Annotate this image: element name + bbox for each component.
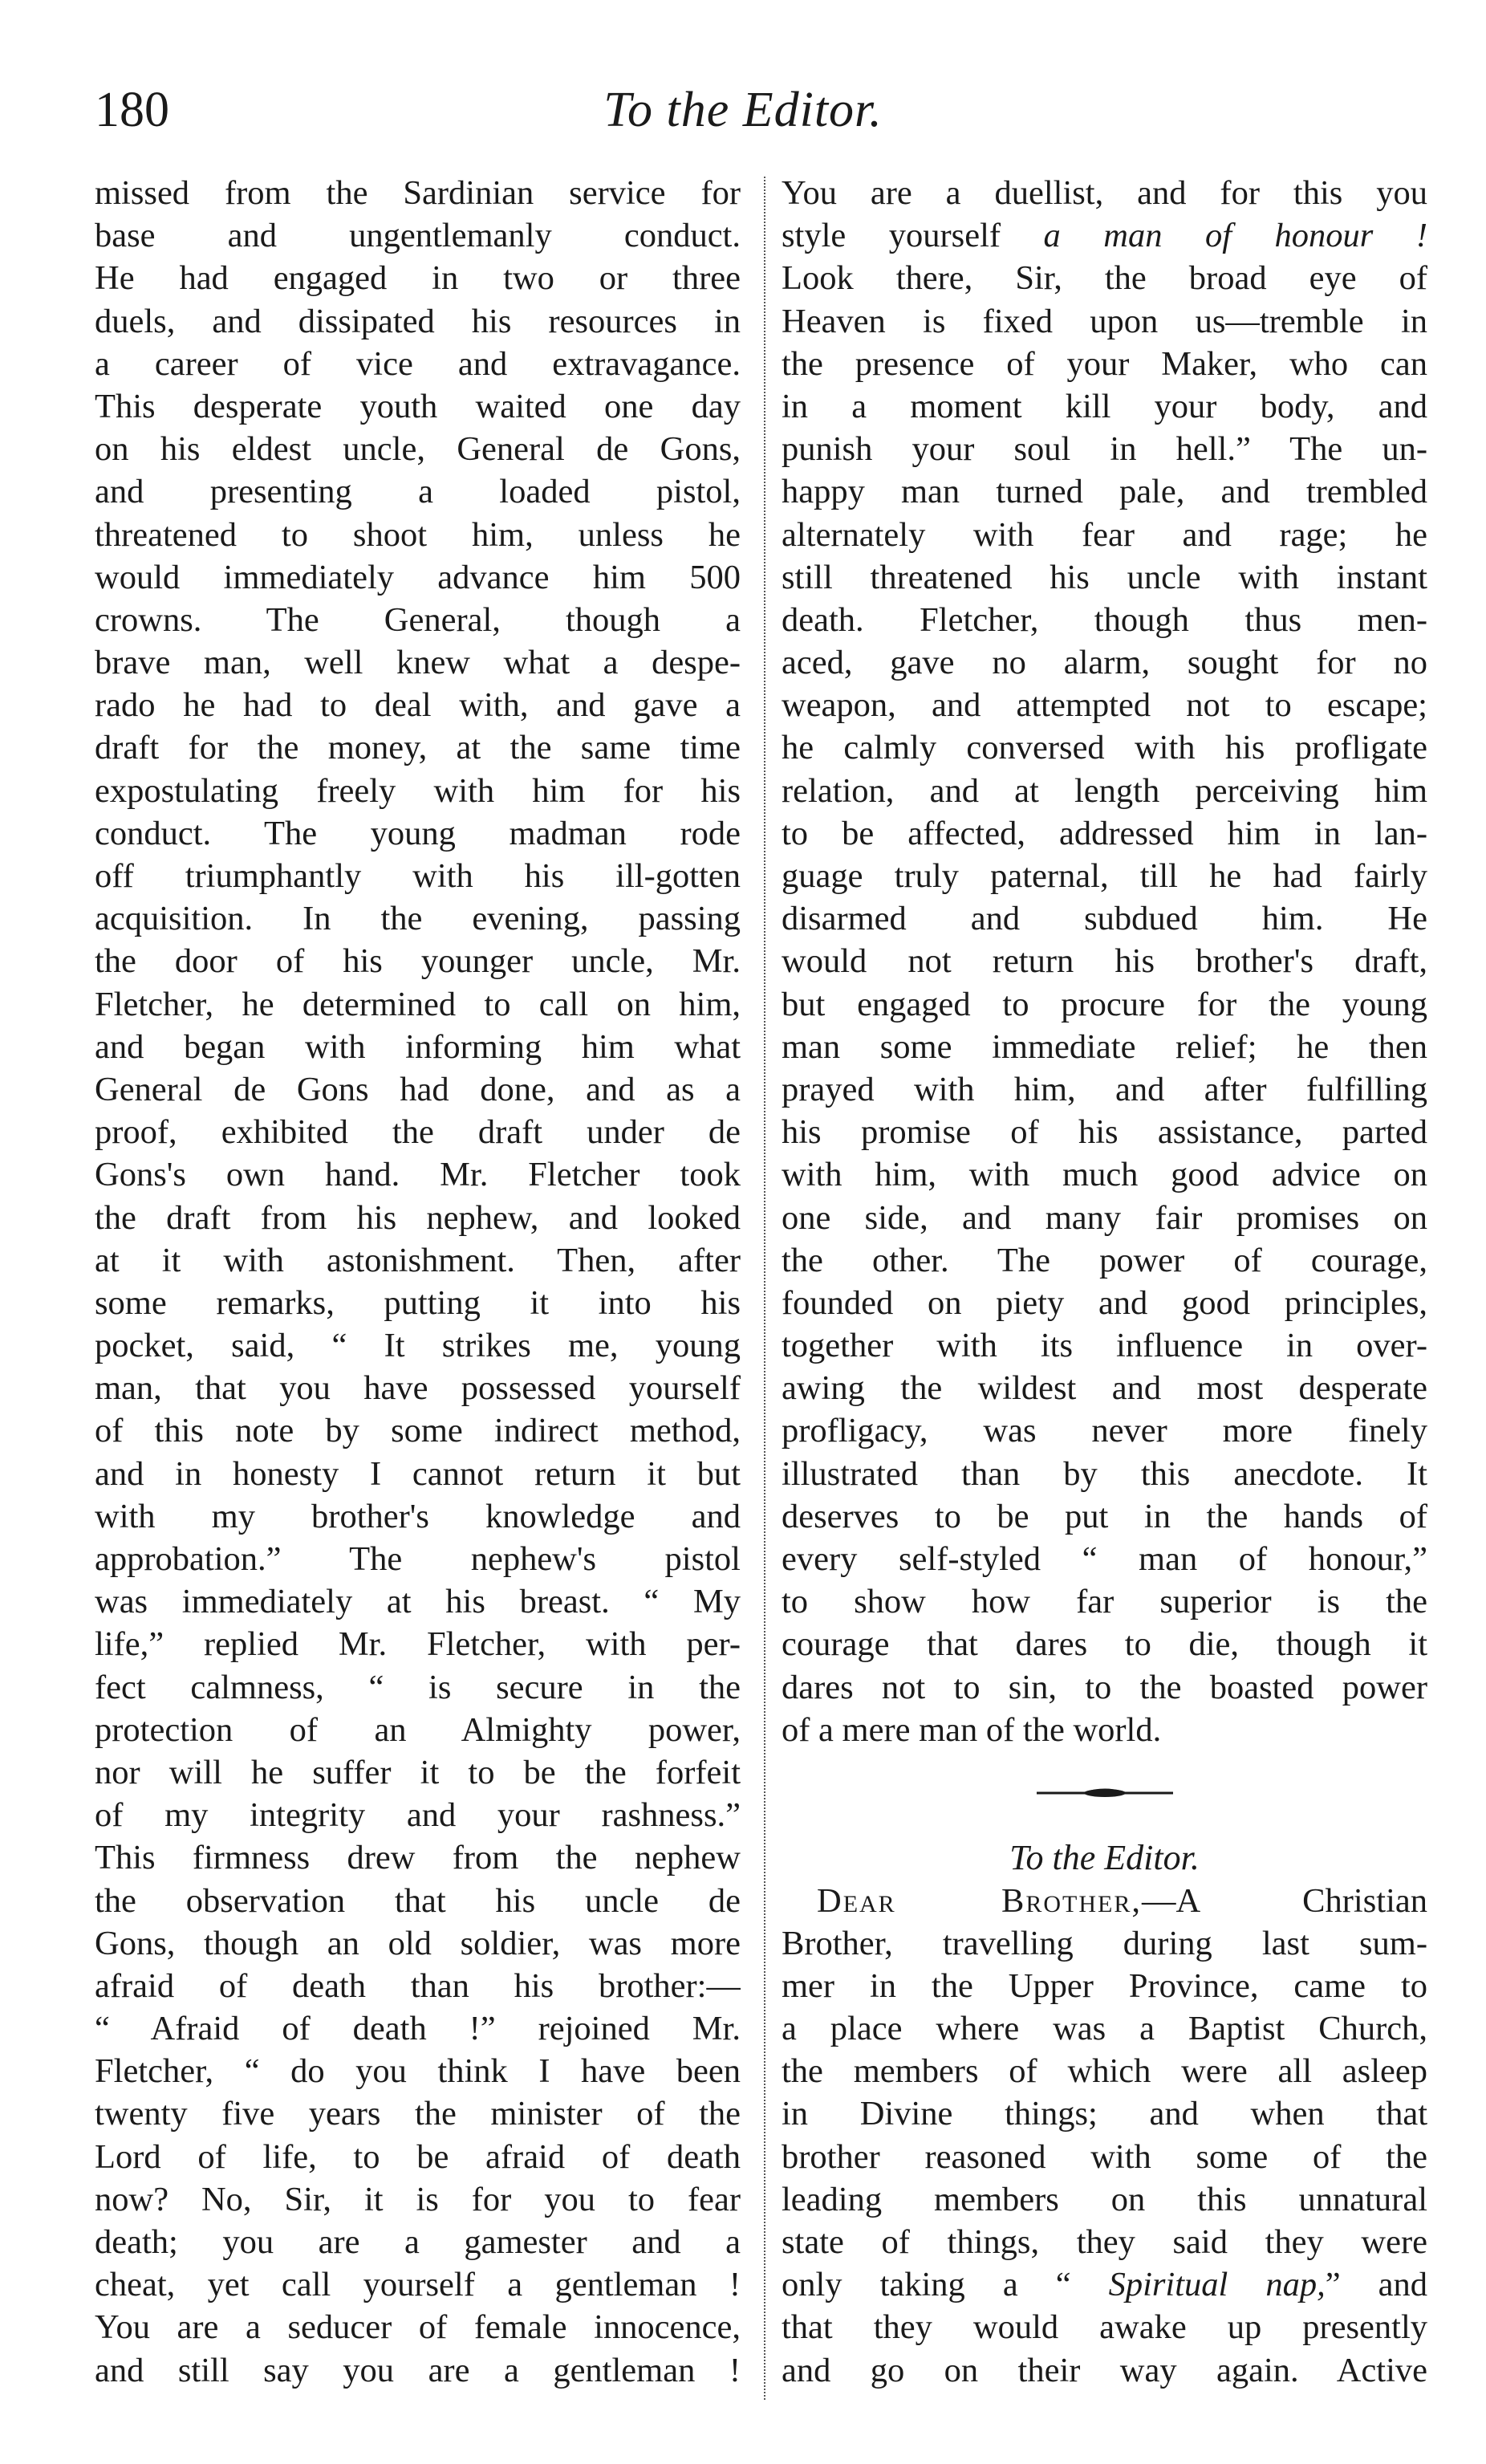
- column-divider: [764, 177, 765, 2400]
- text-line: of this note by some indirect method,: [95, 1412, 741, 1450]
- salutation: Dear Brother,: [817, 1881, 1142, 1920]
- section-title: To the Editor.: [1009, 1838, 1200, 1878]
- text-line: cheat, yet call yourself a gentleman !: [95, 2266, 741, 2304]
- text-line: crowns. The General, though a: [95, 600, 741, 639]
- text-line: prayed with him, and after fulfilling: [782, 1070, 1427, 1108]
- text-line: fect calmness, “ is secure in the: [95, 1668, 741, 1706]
- text-line: alternately with fear and rage; he: [782, 515, 1427, 554]
- text-line: brave man, well knew what a despe-: [95, 644, 741, 682]
- text-line: together with its influence in over-: [782, 1327, 1427, 1365]
- text-line: and still say you are a gentleman !: [95, 2351, 741, 2389]
- text-line: to be affected, addressed him in lan-: [782, 814, 1427, 852]
- text-line: acquisition. In the evening, passing: [95, 900, 741, 938]
- text-line: General de Gons had done, and as a: [95, 1070, 741, 1108]
- text-line: with him, with much good advice on: [782, 1156, 1427, 1194]
- text-line: This firmness drew from the nephew: [95, 1839, 741, 1877]
- text-line: off triumphantly with his ill-gotten: [95, 857, 741, 895]
- text-line: Lord of life, to be afraid of death: [95, 2137, 741, 2176]
- text-line: the members of which were all asleep: [782, 2052, 1427, 2091]
- text-line: and in honesty I cannot return it but: [95, 1454, 741, 1493]
- text-line: brother reasoned with some of the: [782, 2137, 1427, 2176]
- text-line: This desperate youth waited one day: [95, 387, 741, 425]
- text-line: deserves to be put in the hands of: [782, 1497, 1427, 1535]
- text-line: afraid of death than his brother:—: [95, 1966, 741, 2005]
- text-line: expostulating freely with him for his: [95, 771, 741, 810]
- text-line: profligacy, was never more finely: [782, 1412, 1427, 1450]
- text-line: draft for the money, at the same time: [95, 729, 741, 767]
- text-line: he calmly conversed with his profligate: [782, 729, 1427, 767]
- text-line: the observation that his uncle de: [95, 1881, 741, 1920]
- text-line: in a moment kill your body, and: [782, 387, 1427, 425]
- text-line: Gons, though an old soldier, was more: [95, 1924, 741, 1962]
- text-line: man, that you have possessed yourself: [95, 1369, 741, 1408]
- left-column: [95, 172, 741, 2392]
- text-line: the draft from his nephew, and looked: [95, 1198, 741, 1237]
- text-run: style yourself: [782, 217, 1044, 255]
- text-line: Fletcher, he determined to call on him,: [95, 985, 741, 1023]
- text-line: his promise of his assistance, parted: [782, 1113, 1427, 1152]
- text-line: rado he had to deal with, and gave a: [95, 686, 741, 725]
- text-line: one side, and many fair promises on: [782, 1198, 1427, 1237]
- text-line: missed from the Sardinian service for: [95, 174, 741, 212]
- text-line: founded on piety and good principles,: [782, 1283, 1427, 1322]
- text-line: [782, 2263, 1427, 2306]
- text-line: [782, 1880, 1427, 1922]
- text-line: life,” replied Mr. Fletcher, with per-: [95, 1625, 741, 1664]
- text-line: every self-styled “ man of honour,”: [782, 1540, 1427, 1578]
- text-line: some remarks, putting it into his: [95, 1283, 741, 1322]
- text-line: pocket, said, “ It strikes me, young: [95, 1327, 741, 1365]
- text-line: Look there, Sir, the broad eye of: [782, 259, 1427, 298]
- text-line: threatened to shoot him, unless he: [95, 515, 741, 554]
- text-line: awing the wildest and most desperate: [782, 1369, 1427, 1408]
- text-run: only taking a “: [782, 2266, 1109, 2304]
- italic-phrase: Spiritual nap,: [1108, 2266, 1326, 2304]
- text-line: duels, and dissipated his resources in: [95, 302, 741, 340]
- text-line: Heaven is fixed upon us—tremble in: [782, 302, 1427, 340]
- text-line: punish your soul in hell.” The un-: [782, 430, 1427, 469]
- text-line: weapon, and attempted not to escape;: [782, 686, 1427, 725]
- text-line: would immediately advance him 500: [95, 558, 741, 596]
- text-line: still threatened his uncle with instant: [782, 558, 1427, 596]
- text-line: man some immediate relief; he then: [782, 1027, 1427, 1066]
- text-line: and presenting a loaded pistol,: [95, 473, 741, 511]
- text-line: on his eldest uncle, General de Gons,: [95, 430, 741, 469]
- letter-body-end: [782, 2306, 1427, 2391]
- text-line: conduct. The young madman rode: [95, 814, 741, 852]
- text-line: protection of an Almighty power,: [95, 1710, 741, 1749]
- text-line: leading members on this unnatural: [782, 2180, 1427, 2218]
- text-line: nor will he suffer it to be the forfeit: [95, 1753, 741, 1791]
- text-line: now? No, Sir, it is for you to fear: [95, 2180, 741, 2218]
- text-line: the presence of your Maker, who can: [782, 344, 1427, 383]
- text-line: base and ungentlemanly conduct.: [95, 217, 741, 255]
- text-line: You are a seducer of female innocence,: [95, 2308, 741, 2347]
- text-line: would not return his brother's draft,: [782, 942, 1427, 981]
- text-line: courage that dares to die, though it: [782, 1625, 1427, 1664]
- text-run: —A Christian: [1142, 1881, 1427, 1920]
- text-line: proof, exhibited the draft under de: [95, 1113, 741, 1152]
- text-line: death; you are a gamester and a: [95, 2223, 741, 2261]
- text-line: in Divine things; and when that: [782, 2095, 1427, 2133]
- text-line: happy man turned pale, and trembled: [782, 473, 1427, 511]
- text-line: a place where was a Baptist Church,: [782, 2010, 1427, 2048]
- text-line: disarmed and subdued him. He: [782, 900, 1427, 938]
- text-line: dares not to sin, to the boasted power: [782, 1668, 1427, 1706]
- text-line: aced, gave no alarm, sought for no: [782, 644, 1427, 682]
- text-run: ” and: [1325, 2266, 1427, 2304]
- ornament-rule-icon: [1037, 1785, 1173, 1801]
- text-line: of a mere man of the world.: [782, 1710, 1162, 1749]
- text-line: relation, and at length perceiving him: [782, 771, 1427, 810]
- text-line: Brother, travelling during last sum-: [782, 1924, 1427, 1962]
- text-line: and go on their way again. Active: [782, 2351, 1427, 2389]
- letter-body: [782, 1922, 1427, 2264]
- text-line: “ Afraid of death !” rejoined Mr.: [95, 2010, 741, 2048]
- text-line: the other. The power of courage,: [782, 1241, 1427, 1279]
- text-line: [782, 214, 1427, 257]
- italic-phrase: a man of honour !: [1043, 217, 1427, 255]
- text-line: Fletcher, “ do you think I have been: [95, 2052, 741, 2091]
- text-line: the door of his younger uncle, Mr.: [95, 942, 741, 981]
- text-line: was immediately at his breast. “ My: [95, 1583, 741, 1621]
- text-line: to show how far superior is the: [782, 1583, 1427, 1621]
- text-line: He had engaged in two or three: [95, 259, 741, 298]
- text-line: approbation.” The nephew's pistol: [95, 1540, 741, 1578]
- text-line: but engaged to procure for the young: [782, 985, 1427, 1023]
- page-number: 180: [95, 83, 169, 137]
- running-head: To the Editor.: [603, 83, 883, 137]
- text-line: at it with astonishment. Then, after: [95, 1241, 741, 1279]
- text-line: that they would awake up presently: [782, 2308, 1427, 2347]
- text-line: illustrated than by this anecdote. It: [782, 1454, 1427, 1493]
- right-column: [782, 172, 1427, 2392]
- text-line: a career of vice and extravagance.: [95, 344, 741, 383]
- text-line: with my brother's knowledge and: [95, 1497, 741, 1535]
- text-line: and began with informing him what: [95, 1027, 741, 1066]
- text-line: Gons's own hand. Mr. Fletcher took: [95, 1156, 741, 1194]
- section-separator: [782, 1751, 1427, 1836]
- text-line: state of things, they said they were: [782, 2223, 1427, 2262]
- text-line: guage truly paternal, till he had fairly: [782, 857, 1427, 895]
- text-line: You are a duellist, and for this you: [782, 174, 1427, 212]
- text-line: death. Fletcher, though thus men-: [782, 600, 1427, 639]
- paragraph-continuation: [782, 257, 1427, 1751]
- text-line: mer in the Upper Province, came to: [782, 1966, 1427, 2005]
- text-line: of my integrity and your rashness.”: [95, 1796, 741, 1835]
- text-line: twenty five years the minister of the: [95, 2095, 741, 2133]
